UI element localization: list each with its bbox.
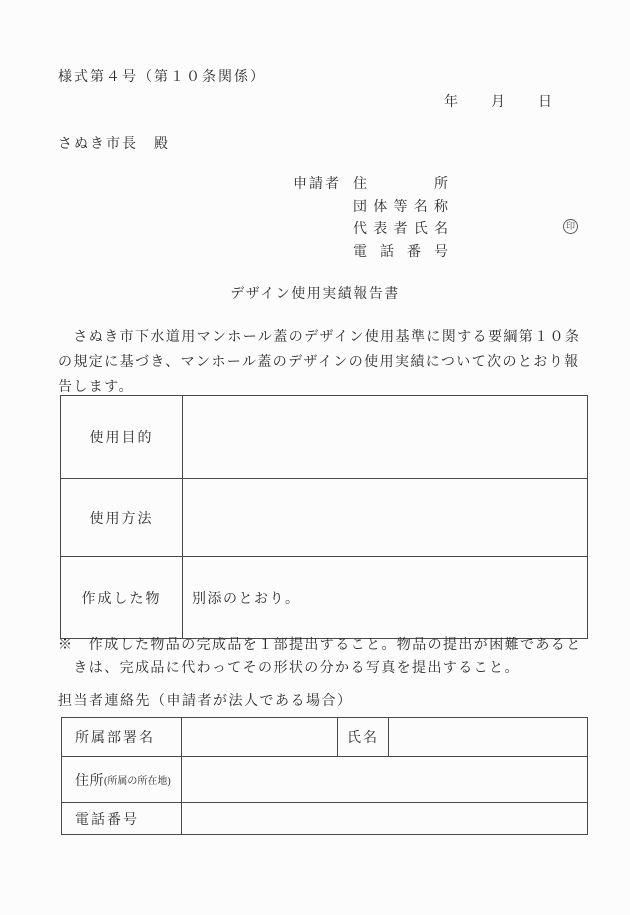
applicant-field-representative-label: 代表者氏名 xyxy=(353,222,448,238)
address-sublabel: (所属の所在地) xyxy=(104,776,171,787)
contact-heading: 担当者連絡先（申請者が法人である場合） xyxy=(58,694,353,709)
method-value-cell xyxy=(183,479,587,557)
address-label-cell xyxy=(62,757,182,803)
created-item-value: 別添のとおり。 xyxy=(192,591,301,607)
created-item-label: 作成した物 xyxy=(61,557,183,638)
applicant-heading: 申請者 xyxy=(293,177,341,192)
applicant-field-organization-label: 団体等名称 xyxy=(353,199,448,215)
usage-report-table xyxy=(60,395,588,639)
note-line: きは、完成品に代わってその形状の分かる写真を提出すること。 xyxy=(58,661,520,676)
address-label: 住所 xyxy=(75,773,104,789)
purpose-value-cell xyxy=(183,396,587,479)
date-line xyxy=(444,91,552,111)
contact-table xyxy=(61,717,588,835)
body-paragraph xyxy=(58,325,592,400)
created-item-value-cell xyxy=(183,557,587,638)
applicant-field-address-label: 住所 xyxy=(353,177,448,192)
phone-label: 電話番号 xyxy=(62,803,182,834)
department-label: 所属部署名 xyxy=(62,718,182,757)
note xyxy=(58,634,592,680)
addressee: さぬき市長 殿 xyxy=(58,137,170,152)
body-line: 告します。 xyxy=(58,380,134,395)
body-line: の規定に基づき、マンホール蓋のデザインの使用実績について次のとおり報 xyxy=(58,355,580,370)
method-label: 使用方法 xyxy=(61,479,183,557)
applicant-block xyxy=(293,174,448,265)
month-label: 月 xyxy=(491,95,505,110)
note-line: ※ 作成した物品の完成品を１部提出すること。物品の提出が困難であると xyxy=(58,638,582,653)
body-line: さぬき市下水道用マンホール蓋のデザイン使用基準に関する要綱第１０条 xyxy=(58,330,581,345)
seal-mark-icon: 印 xyxy=(563,219,578,234)
applicant-field-phone-label: 電話番号 xyxy=(353,245,448,261)
department-value-cell xyxy=(182,718,338,757)
phone-value-cell xyxy=(182,803,587,834)
day-label: 日 xyxy=(538,95,552,110)
address-value-cell xyxy=(182,757,587,803)
year-label: 年 xyxy=(444,95,458,110)
form-number: 様式第４号（第１０条関係） xyxy=(58,70,266,85)
name-value-cell xyxy=(389,718,587,757)
purpose-label: 使用目的 xyxy=(61,396,183,479)
name-label: 氏名 xyxy=(338,718,389,757)
page-title: デザイン使用実績報告書 xyxy=(230,287,400,302)
